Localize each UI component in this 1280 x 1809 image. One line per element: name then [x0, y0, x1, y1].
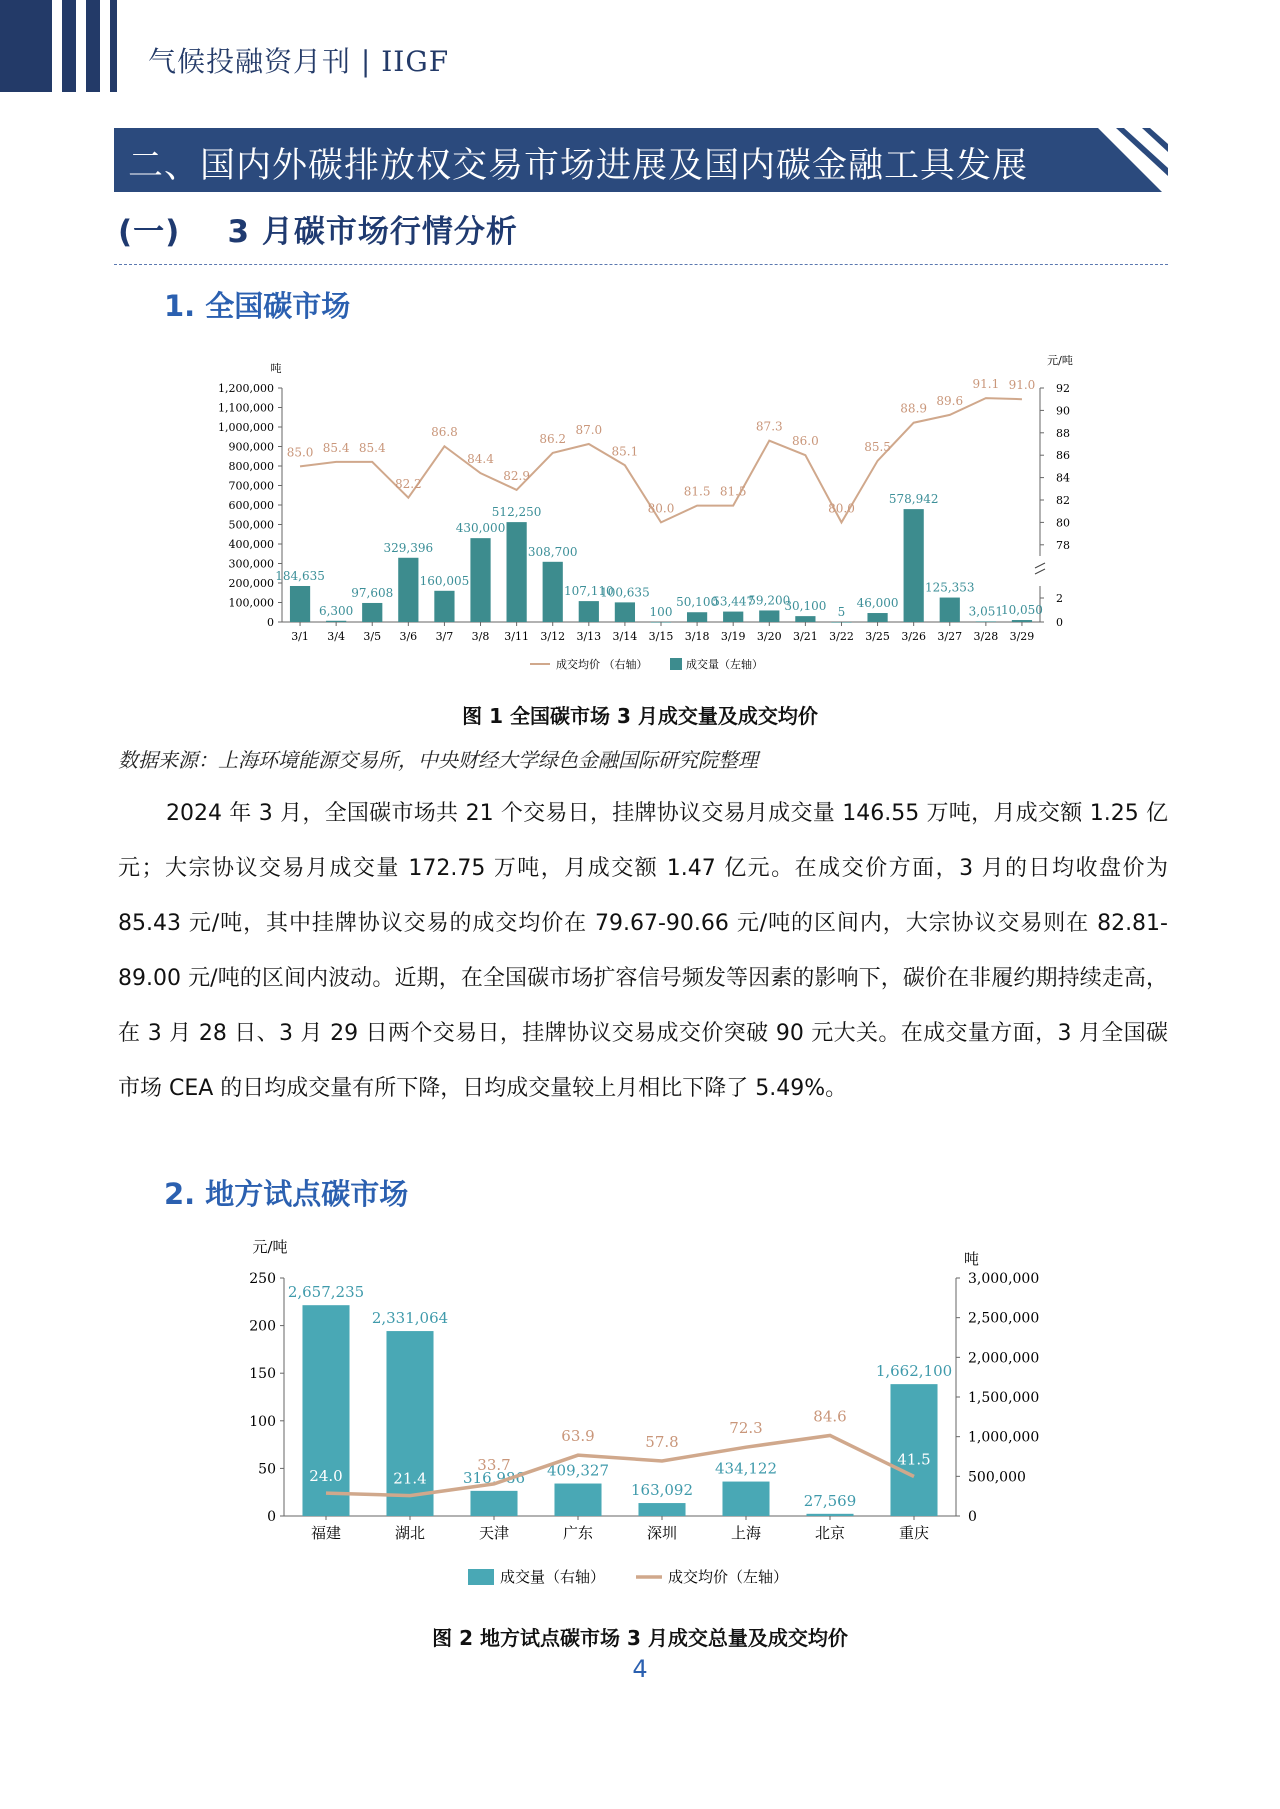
right-axis-tick-label: 2,000,000 [968, 1350, 1040, 1367]
line-data-label: 84.4 [467, 452, 494, 467]
right-axis-tick-label: 2,500,000 [968, 1310, 1040, 1327]
line-data-label: 82.9 [503, 468, 530, 483]
x-axis-tick-label: 3/11 [504, 630, 529, 643]
bar-volume [579, 601, 599, 622]
bar-volume [362, 603, 382, 622]
x-axis-tick-label: 3/25 [865, 630, 890, 643]
bar-volume [867, 613, 887, 622]
x-axis-tick-label: 上海 [730, 1524, 762, 1542]
bar-volume [1012, 620, 1032, 622]
legend-label-price: 成交均价 （右轴） [556, 658, 648, 671]
bar-volume [543, 562, 563, 622]
x-axis-tick-label: 3/14 [612, 630, 638, 643]
line-data-label: 81.5 [683, 484, 711, 499]
x-axis-tick-label: 3/5 [363, 630, 382, 643]
bar-volume [806, 1514, 853, 1516]
x-axis-tick-label: 3/29 [1009, 630, 1035, 643]
bar-data-label: 100 [649, 604, 673, 619]
line-data-label: 21.4 [393, 1469, 427, 1488]
bar-data-label: 100,635 [600, 585, 650, 600]
line-data-label: 80.0 [828, 501, 855, 516]
bar-volume [398, 558, 418, 622]
subsection-title: (一) 3 月碳市场行情分析 [118, 214, 518, 250]
legend-label-price: 成交均价（左轴） [668, 1568, 789, 1586]
bar-data-label: 512,250 [491, 505, 542, 520]
legend-bar-swatch [670, 658, 682, 670]
bar-data-label: 434,122 [714, 1459, 778, 1478]
section-title: 二、国内外碳排放权交易市场进展及国内碳金融工具发展 [128, 146, 1029, 186]
x-axis-tick-label: 3/8 [471, 630, 490, 643]
line-data-label: 87.3 [755, 419, 783, 434]
right-axis-tick-label: 2 [1056, 592, 1063, 605]
line-data-label: 85.4 [358, 440, 386, 455]
left-axis-tick-label: 0 [267, 1509, 276, 1525]
bar-data-label: 59,200 [748, 593, 791, 608]
left-axis-tick-label: 900,000 [228, 440, 274, 454]
bar-volume [470, 538, 490, 622]
right-axis-tick-label: 1,000,000 [968, 1429, 1040, 1446]
line-data-label: 86.8 [431, 425, 458, 440]
bar-volume [434, 591, 454, 622]
right-axis-tick-label: 90 [1056, 404, 1070, 418]
line-data-label: 87.0 [575, 423, 603, 437]
x-axis-tick-label: 3/7 [435, 630, 454, 643]
x-axis-tick-label: 3/20 [756, 630, 782, 643]
bar-data-label: 578,942 [888, 492, 939, 507]
line-data-label: 85.5 [864, 439, 891, 454]
x-axis-tick-label: 3/28 [973, 630, 999, 643]
line-data-label: 80.0 [647, 501, 675, 516]
bar-data-label: 10,050 [1000, 603, 1043, 618]
figure1-caption: 图 1 全国碳市场 3 月成交量及成交均价 [462, 704, 818, 728]
line-data-label: 41.5 [897, 1450, 931, 1469]
page-number: 4 [632, 1655, 648, 1683]
subsubsection-title-national: 1. 全国碳市场 [164, 289, 351, 323]
bar-data-label: 27,569 [803, 1491, 857, 1510]
left-axis-tick-label: 100 [249, 1413, 276, 1430]
x-axis-tick-label: 3/21 [793, 630, 818, 643]
line-data-label: 33.7 [477, 1455, 511, 1474]
bar-volume [638, 1503, 685, 1516]
bar-data-label: 1,662,100 [875, 1362, 953, 1381]
bar-data-label: 409,327 [546, 1461, 610, 1480]
right-axis-unit: 元/吨 [1047, 354, 1073, 367]
line-data-label: 84.6 [813, 1407, 847, 1426]
chart-pilot-carbon-markets [240, 1232, 1070, 1604]
x-axis-tick-label: 广东 [562, 1524, 594, 1542]
bar-volume [976, 621, 996, 622]
left-axis-tick-label: 700,000 [228, 479, 274, 493]
left-axis-tick-label: 1,100,000 [218, 401, 274, 415]
section-banner [114, 128, 1168, 192]
right-axis-tick-label: 88 [1056, 426, 1070, 440]
bar-data-label: 53,447 [712, 594, 755, 609]
right-axis-tick-label: 82 [1056, 494, 1070, 507]
right-axis-tick-label: 86 [1056, 449, 1070, 463]
line-data-label: 91.1 [972, 377, 1000, 392]
left-axis-tick-label: 200 [249, 1318, 276, 1335]
x-axis-tick-label: 3/18 [684, 630, 710, 643]
right-axis-tick-label: 0 [968, 1509, 977, 1525]
x-axis-tick-label: 3/22 [829, 630, 854, 643]
axis-break-mark [1035, 563, 1045, 568]
left-axis-tick-label: 250 [249, 1271, 276, 1287]
left-axis-tick-label: 300,000 [228, 557, 274, 571]
bar-volume [470, 1491, 517, 1516]
banner-stripes-icon [1058, 128, 1168, 192]
bar-volume [507, 522, 527, 622]
bar-data-label: 430,000 [455, 521, 506, 536]
right-axis-tick-label: 80 [1056, 516, 1070, 530]
bar-data-label: 46,000 [856, 596, 899, 611]
bar-data-label: 163,092 [630, 1481, 694, 1500]
bar-volume [723, 612, 743, 622]
header-title: 气候投融资月刊 | IIGF [148, 45, 450, 78]
x-axis-tick-label: 3/15 [648, 630, 674, 643]
bar-data-label: 97,608 [351, 585, 394, 600]
x-axis-tick-label: 3/6 [399, 630, 418, 643]
line-data-label: 24.0 [309, 1467, 343, 1486]
axis-break-mark [1035, 569, 1045, 574]
left-axis-tick-label: 500,000 [228, 518, 274, 532]
legend-label-volume: 成交量（左轴） [686, 658, 763, 671]
line-data-label: 91.0 [1008, 378, 1036, 393]
x-axis-tick-label: 3/13 [576, 630, 602, 643]
line-data-label: 86.0 [792, 434, 819, 449]
line-data-label: 85.0 [286, 445, 314, 460]
left-axis-tick-label: 600,000 [228, 499, 274, 512]
bar-volume [290, 586, 310, 622]
bar-data-label: 30,100 [784, 599, 827, 614]
right-axis-unit: 吨 [964, 1250, 980, 1268]
bar-volume [326, 621, 346, 622]
left-axis-tick-label: 400,000 [228, 538, 274, 551]
body-paragraph: 2024 年 3 月，全国碳市场共 21 个交易日，挂牌协议交易月成交量 146.55 万吨，月成交额 1.25 亿元；大宗协议交易月成交量 172.75 万吨，月成交额 1.47 亿元。在成交价方面，3 月的日均收盘价为 85.43 元/吨，其中挂牌协议交易的成交均价在 79.67-90.66 元/吨的区间内，大宗协议交易则在 82.81-89.00 元/吨的区间内波动。近期，在全国碳市场扩容信号频发等因素的影响下，碳价在非履约期持续走高，在 3 月 28 日、3 月 29 日两个交易日，挂牌协议交易成交价突破 90 元大关。在成交量方面，3 月全国碳市场 CEA 的日均成交量有所下降，日均成交量较上月相比下降了 5.49%。 [118, 801, 1168, 1101]
bar-volume [386, 1331, 433, 1516]
bar-data-label: 316,986 [462, 1468, 526, 1487]
line-data-label: 85.1 [611, 444, 639, 459]
bar-data-label: 329,396 [383, 540, 434, 555]
bar-data-label: 160,005 [419, 573, 470, 588]
left-axis-tick-label: 150 [249, 1366, 276, 1383]
subsubsection-title-pilot: 2. 地方试点碳市场 [164, 1177, 409, 1211]
bar-data-label: 107,110 [563, 584, 614, 599]
figure1-source: 数据来源：上海环境能源交易所，中央财经大学绿色金融国际研究院整理 [118, 748, 758, 772]
bar-volume [554, 1484, 601, 1516]
bar-data-label: 184,635 [275, 568, 325, 583]
left-axis-tick-label: 1,000,000 [218, 421, 274, 434]
legend-bar-swatch [468, 1569, 494, 1585]
line-data-label: 85.4 [322, 440, 350, 455]
line-data-label: 63.9 [561, 1427, 595, 1446]
left-axis-tick-label: 200,000 [228, 577, 274, 590]
bar-data-label: 308,700 [527, 544, 578, 559]
right-axis-tick-label: 0 [1056, 616, 1063, 629]
line-data-label: 81.5 [719, 484, 747, 499]
bar-data-label: 5 [837, 604, 846, 619]
bar-volume [940, 598, 960, 622]
x-axis-tick-label: 北京 [814, 1524, 846, 1542]
left-axis-tick-label: 800,000 [228, 460, 274, 473]
x-axis-tick-label: 3/12 [540, 630, 566, 643]
line-data-label: 72.3 [729, 1419, 763, 1438]
figure2-caption: 图 2 地方试点碳市场 3 月成交总量及成交均价 [432, 1626, 848, 1650]
left-axis-tick-label: 100,000 [228, 596, 274, 610]
left-axis-tick-label: 50 [258, 1461, 276, 1478]
bar-data-label: 2,331,064 [371, 1309, 449, 1328]
right-axis-tick-label: 84 [1056, 471, 1070, 485]
bar-volume [904, 509, 924, 622]
bar-volume [759, 610, 779, 622]
right-axis-tick-label: 92 [1056, 382, 1070, 395]
right-axis-tick-label: 78 [1056, 538, 1070, 552]
x-axis-tick-label: 3/19 [720, 630, 746, 643]
right-axis-tick-label: 500,000 [968, 1469, 1026, 1486]
line-data-label: 89.6 [936, 393, 964, 408]
bar-data-label: 6,300 [318, 603, 354, 618]
bar-volume [722, 1482, 769, 1516]
line-data-label: 57.8 [645, 1432, 679, 1451]
bar-data-label: 2,657,235 [287, 1283, 365, 1302]
x-axis-tick-label: 3/1 [291, 630, 309, 643]
bar-volume [687, 612, 707, 622]
bar-volume [615, 602, 635, 622]
x-axis-tick-label: 重庆 [898, 1524, 930, 1542]
bar-volume [795, 616, 815, 622]
right-axis-tick-label: 3,000,000 [968, 1271, 1040, 1287]
x-axis-tick-label: 3/26 [901, 630, 927, 643]
left-axis-tick-label: 1,200,000 [218, 382, 274, 395]
divider [114, 264, 1168, 265]
x-axis-tick-label: 3/27 [937, 630, 963, 643]
x-axis-tick-label: 湖北 [394, 1524, 426, 1542]
line-data-label: 82.2 [394, 476, 422, 491]
bar-data-label: 3,051 [968, 604, 1004, 619]
x-axis-tick-label: 福建 [310, 1524, 342, 1542]
line-data-label: 88.9 [900, 401, 928, 416]
x-axis-tick-label: 深圳 [646, 1524, 678, 1542]
left-axis-unit: 元/吨 [252, 1238, 288, 1256]
legend-label-volume: 成交量（右轴） [500, 1568, 606, 1586]
x-axis-tick-label: 天津 [478, 1524, 510, 1542]
line-data-label: 86.2 [539, 431, 567, 446]
bar-data-label: 125,353 [924, 580, 975, 595]
chart-national-carbon-market [200, 352, 1080, 682]
x-axis-tick-label: 3/4 [327, 630, 345, 643]
left-axis-unit: 吨 [270, 362, 282, 375]
right-axis-tick-label: 1,500,000 [968, 1390, 1040, 1406]
bar-data-label: 50,100 [676, 595, 719, 610]
left-axis-tick-label: 0 [267, 616, 274, 629]
